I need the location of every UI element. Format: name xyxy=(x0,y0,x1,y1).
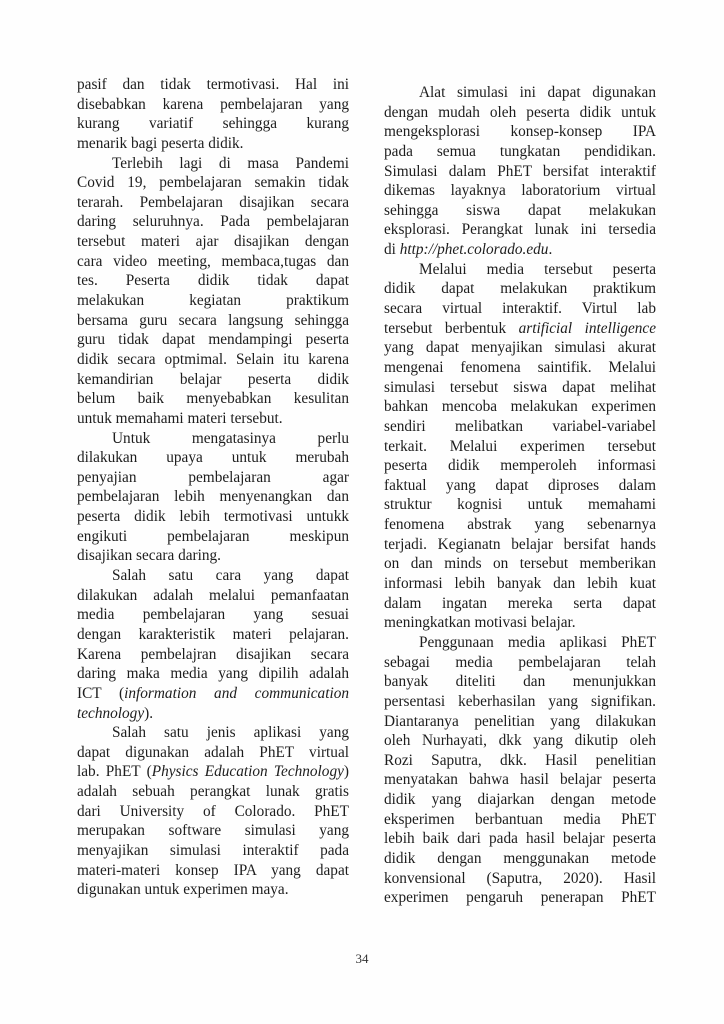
text-line: pasif dan tidak termotivasi. Hal ini xyxy=(77,76,349,93)
text-line: Penggunaan media aplikasi PhET xyxy=(419,633,656,651)
italic-term: artificial intelligence xyxy=(518,319,656,337)
text-line: Alat simulasi ini dapat digunakan xyxy=(419,84,656,101)
text-line: Covid 19, pembelajaran semakin tidak xyxy=(77,174,349,192)
text-line: Untuk mengatasinya perlu xyxy=(112,429,349,447)
text-line: informasi lebih banyak dan lebih kuat xyxy=(384,575,656,593)
text-line: didik secara optmimal. Selain itu karena xyxy=(77,350,349,368)
text-line: eksperimen berbantuan media PhET xyxy=(384,810,656,828)
text-line xyxy=(77,684,349,704)
right-column xyxy=(384,75,656,908)
text-run: di xyxy=(384,241,400,259)
text-line: menyajikan simulasi interaktif pada xyxy=(77,841,349,859)
text-line: materi-materi konsep IPA yang dapat xyxy=(77,861,349,879)
text-line: daring maka media yang dipilih adalah xyxy=(77,665,349,683)
text-line: yang dapat menyajikan simulasi akurat xyxy=(384,339,656,357)
text-line: didik dengan menggunakan metode xyxy=(384,849,656,867)
text-line: secara virtual interaktif. Virtul lab xyxy=(384,300,656,318)
text-run: . xyxy=(548,241,553,259)
text-line: dengan mudah oleh peserta didik untuk xyxy=(384,103,656,121)
text-line: fenomena abstrak yang sebenarnya xyxy=(384,516,656,534)
text-line: Simulasi dalam PhET bersifat interaktif xyxy=(384,162,656,180)
text-run: ICT ( xyxy=(77,684,125,702)
text-run: tersebut berbentuk xyxy=(384,319,519,337)
text-line: Diantaranya penelitian yang dilakukan xyxy=(384,712,656,730)
text-line: simulasi tersebut siswa dapat melihat xyxy=(384,378,656,396)
text-line: dilakukan upaya untuk merubah xyxy=(77,449,349,467)
text-line: media pembelajaran yang sesuai xyxy=(77,606,349,624)
text-line: menyatakan bahwa hasil belajar peserta xyxy=(384,771,656,789)
text-line: Terlebih lagi di masa Pandemi xyxy=(112,154,349,172)
text-line: experimen pengaruh penerapan PhET xyxy=(384,889,656,907)
text-line: dengan karakteristik materi pelajaran. xyxy=(77,625,349,643)
paragraph xyxy=(77,723,349,900)
italic-term: information and communication xyxy=(124,684,349,702)
text-line xyxy=(384,319,656,339)
text-line: bersama guru secara langsung sehingga xyxy=(77,311,349,329)
text-line: dapat digunakan adalah PhET virtual xyxy=(77,743,349,761)
text-line: sebagai media pembelajaran telah xyxy=(384,653,656,671)
text-line: meningkatkan motivasi belajar. xyxy=(384,614,576,632)
text-line: dikemas layaknya laboratorium virtual xyxy=(384,182,656,200)
text-line: terjadi. Kegianatn belajar bersifat hands xyxy=(384,535,656,553)
text-line: peserta didik memperoleh informasi xyxy=(384,457,656,475)
text-line: disajikan secara daring. xyxy=(77,547,221,565)
page-number: 34 xyxy=(355,951,369,966)
text-line: digunakan untuk experimen maya. xyxy=(77,881,289,899)
paragraph xyxy=(77,75,349,154)
text-line: bahkan mencoba melakukan experimen xyxy=(384,398,656,416)
text-line xyxy=(384,240,656,260)
text-line: Karena pembelajran disajikan secara xyxy=(77,645,349,663)
text-line: kemandirian belajar peserta didik xyxy=(77,370,349,388)
text-run: ). xyxy=(144,704,154,722)
text-line: lebih baik dari pada hasil belajar peserta xyxy=(384,830,656,848)
text-line: tersebut materi ajar disajikan dengan xyxy=(77,233,349,251)
paragraph xyxy=(384,633,656,908)
text-line xyxy=(77,704,349,724)
text-line: oleh Nurhayati, dkk yang dikutip oleh xyxy=(384,732,656,750)
text-line: didik yang diajarkan dengan metode xyxy=(384,791,656,809)
text-line: dilakukan adalah melalui pemanfaatan xyxy=(77,586,349,604)
text-line: pembelajaran lebih menyenangkan dan xyxy=(77,488,349,506)
text-line xyxy=(77,762,349,782)
text-line: dalam ingatan mereka serta dapat xyxy=(384,594,656,612)
text-line: sehingga siswa dapat melakukan xyxy=(384,201,656,219)
text-line: untuk memahami materi tersebut. xyxy=(77,409,283,427)
text-line: persentasi keberhasilan yang signifikan. xyxy=(384,692,656,710)
paragraph xyxy=(77,566,349,723)
text-line: eksplorasi. Perangkat lunak ini tersedia xyxy=(384,221,656,239)
text-line: merupakan software simulasi yang xyxy=(77,822,349,840)
text-line: melakukan kegiatan praktikum xyxy=(77,292,349,310)
text-run: ) xyxy=(343,763,349,781)
paragraph xyxy=(384,260,656,633)
italic-term: technology xyxy=(77,704,145,722)
paragraph xyxy=(384,83,656,260)
paragraph xyxy=(77,429,349,566)
url-link[interactable]: http://phet.colorado.edu xyxy=(399,241,549,259)
text-line: daring seluruhnya. Pada pembelajaran xyxy=(77,213,349,231)
text-line: Rozi Saputra, dkk. Hasil penelitian xyxy=(384,751,656,769)
text-line: faktual yang dapat diproses dalam xyxy=(384,476,656,494)
text-run: lab. PhET ( xyxy=(77,763,152,781)
text-line: belum baik menyebabkan kesulitan xyxy=(77,390,349,408)
italic-term: Physics Education Technology xyxy=(151,763,344,781)
text-line: peserta didik lebih termotivasi untukk xyxy=(77,508,349,526)
text-line: mengenai fenomena saintifik. Melalui xyxy=(384,358,656,376)
text-line: mengeksplorasi konsep-konsep IPA xyxy=(384,123,656,141)
text-line: Melalui media tersebut peserta xyxy=(419,260,656,278)
text-line: struktur kognisi untuk memahami xyxy=(384,496,656,514)
text-line: tes. Peserta didik tidak dapat xyxy=(77,272,349,290)
text-line: terarah. Pembelajaran disajikan secara xyxy=(77,193,349,211)
text-line: disebabkan karena pembelajaran yang xyxy=(77,95,349,113)
text-line: guru tidak dapat mendampingi peserta xyxy=(77,331,349,349)
text-line: sendiri melibatkan variabel-variabel xyxy=(384,417,656,435)
paragraph xyxy=(77,154,349,429)
text-line: on dan minds on tersebut memberikan xyxy=(384,555,656,573)
text-line: kurang variatif sehingga kurang xyxy=(77,115,349,133)
text-line: pada semua tungkatan pendidikan. xyxy=(384,142,656,160)
text-line: Salah satu jenis aplikasi yang xyxy=(112,724,349,742)
text-line: menarik bagi peserta didik. xyxy=(77,134,244,152)
left-column xyxy=(77,75,349,900)
text-line: engikuti pembelajaran meskipun xyxy=(77,527,349,545)
text-line: Salah satu cara yang dapat xyxy=(112,567,349,585)
text-line: dari University of Colorado. PhET xyxy=(77,802,349,820)
text-line: cara video meeting, membaca,tugas dan xyxy=(77,252,349,270)
text-line: banyak diteliti dan menunjukkan xyxy=(384,673,656,691)
text-line: adalah sebuah perangkat lunak gratis xyxy=(77,783,349,801)
top-spacing xyxy=(384,75,656,83)
text-line: konvensional (Saputra, 2020). Hasil xyxy=(384,869,656,887)
text-line: didik dapat melakukan praktikum xyxy=(384,280,656,298)
text-line: terkait. Melalui experimen tersebut xyxy=(384,437,656,455)
text-line: penyajian pembelajaran agar xyxy=(77,468,349,486)
